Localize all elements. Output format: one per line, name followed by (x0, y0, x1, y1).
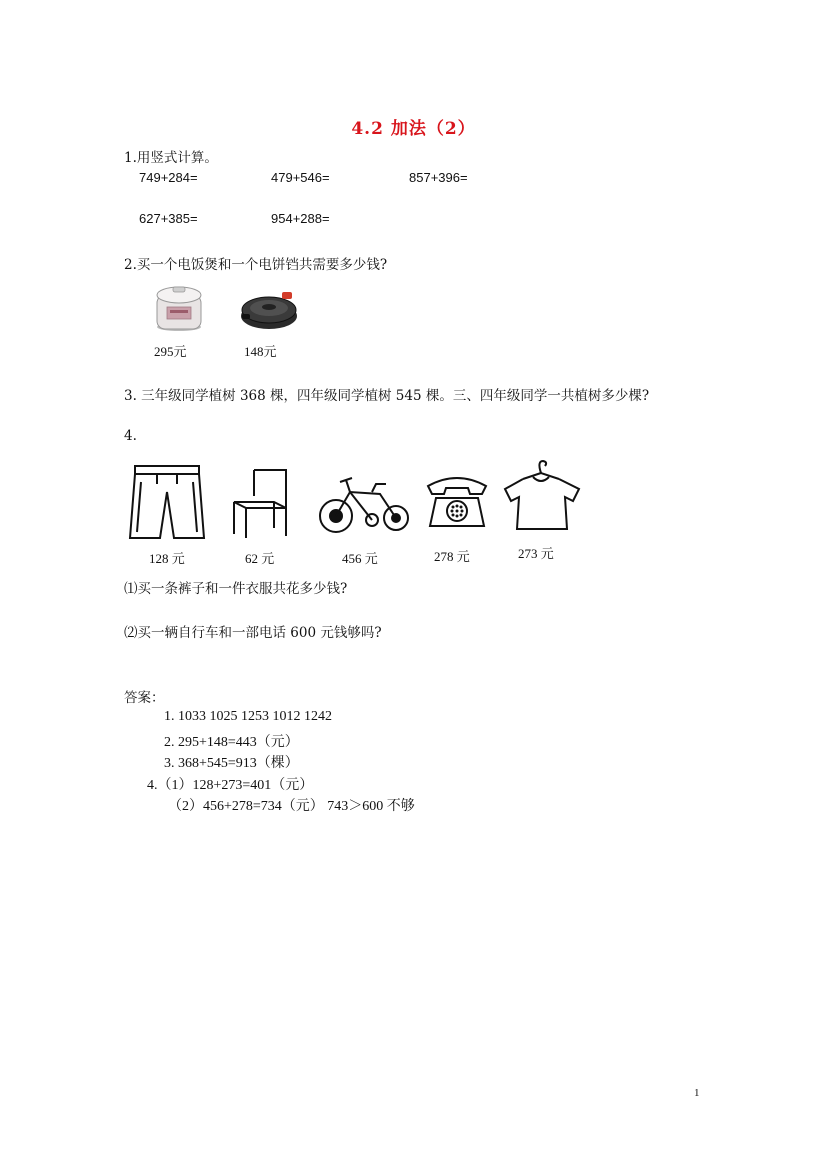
answer-line-3: 3. 368+545=913（棵） (164, 756, 299, 771)
page-title: 4.2 加法（2） (351, 119, 476, 139)
calc-item-5: 954+288= (271, 211, 330, 226)
question-4-sub-2: ⑵买一辆自行车和一部电话 600 元钱够吗? (124, 625, 382, 641)
calc-item-3: 857+396= (409, 170, 468, 185)
question-2-text: 2.买一个电饭煲和一个电饼铛共需要多少钱? (124, 257, 388, 273)
calc-item-2: 479+546= (271, 170, 330, 185)
answer-line-5: （2）456+278=734（元） 743＞600 不够 (168, 799, 415, 814)
answers-heading: 答案： (124, 690, 165, 706)
question-1-heading: 1.用竖式计算。 (124, 150, 218, 166)
tricycle-image (316, 470, 410, 534)
chair-image (224, 466, 296, 540)
shirt-image (501, 459, 581, 533)
pants-image (127, 462, 207, 542)
rice-cooker-price: 295元 (154, 344, 187, 359)
page-number: 1 (694, 1087, 700, 1099)
answer-line-1: 1. 1033 1025 1253 1012 1242 (164, 709, 332, 724)
answer-line-2: 2. 295+148=443（元） (164, 735, 299, 750)
rice-cooker-image (153, 283, 205, 333)
question-4-label: 4. (124, 428, 137, 444)
electric-pan-price: 148元 (244, 344, 277, 359)
question-3-text: 3. 三年级同学植树 368 棵，四年级同学植树 545 棵。三、四年级同学一共植树多少棵? (124, 388, 650, 404)
calc-item-4: 627+385= (139, 211, 198, 226)
tricycle-price: 456 元 (342, 551, 378, 566)
electric-pan-image (238, 288, 300, 332)
shirt-price: 273 元 (518, 546, 554, 561)
pants-price: 128 元 (149, 551, 185, 566)
calc-item-1: 749+284= (139, 170, 198, 185)
chair-price: 62 元 (245, 551, 275, 566)
question-4-sub-1: ⑴买一条裤子和一件衣服共花多少钱? (124, 581, 348, 597)
telephone-image (424, 474, 490, 530)
answer-line-4: 4.（1）128+273=401（元） (147, 778, 314, 793)
telephone-price: 278 元 (434, 549, 470, 564)
